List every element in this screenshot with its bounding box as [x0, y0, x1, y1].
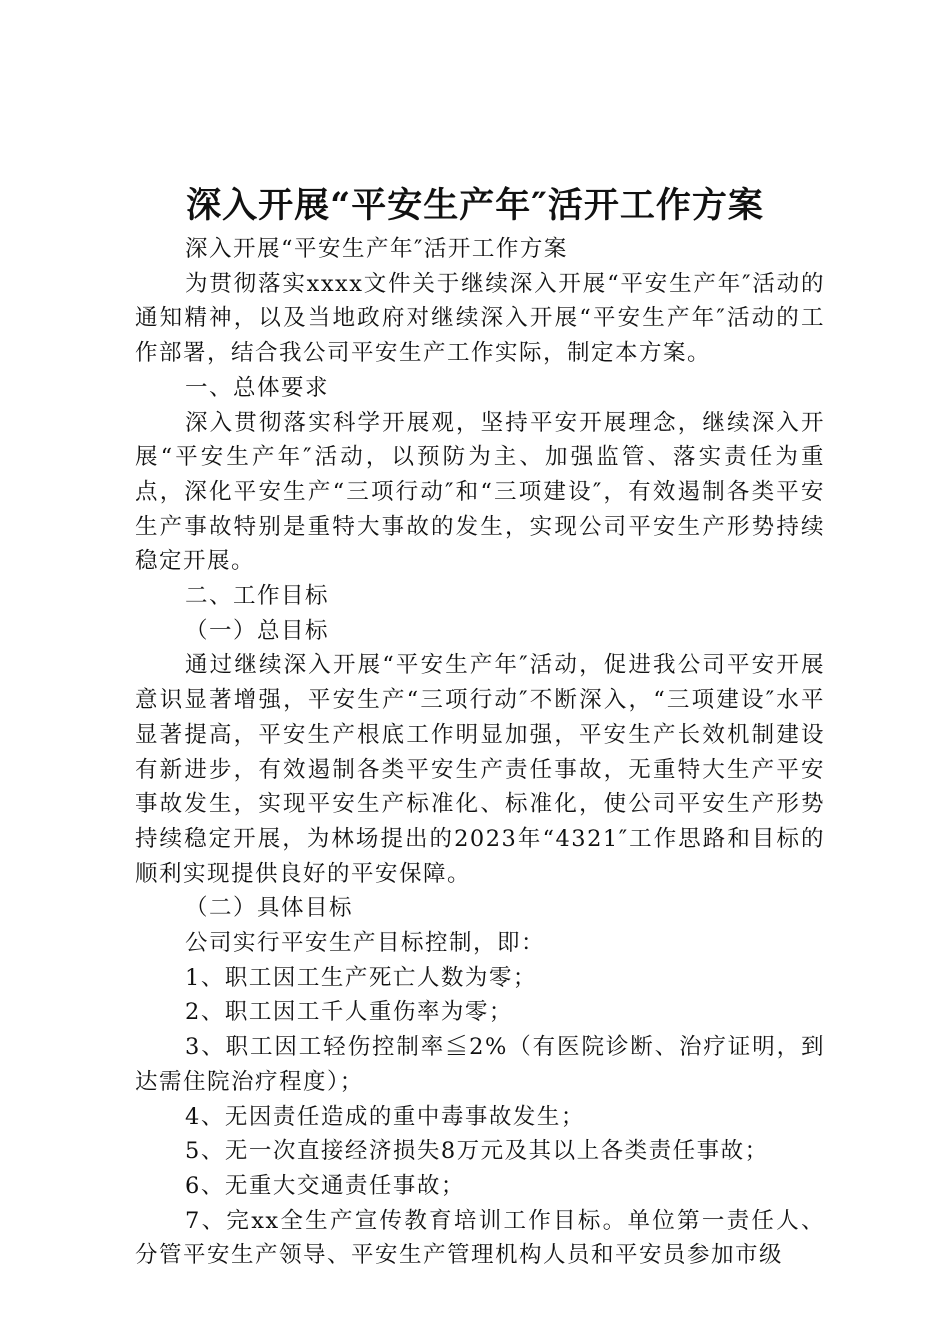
paragraph-general-requirements: 深入贯彻落实科学开展观，坚持平安开展理念，继续深入开展“平安生产年″活动，以预防为主、加强监管、落实责任为重点，深化平安生产“三项行动″和“三项建设″，有效遏制各类平安生产事故特别是重特大事故的发生，实现公司平安生产形势持续稳定开展。 [135, 409, 825, 575]
paragraph-intro: 为贯彻落实xxxx文件关于继续深入开展“平安生产年″活动的通知精神，以及当地政府对继续深入开展“平安生产年″活动的工作部署，结合我公司平安生产工作实际，制定本方案。 [135, 270, 825, 367]
document-body [135, 232, 825, 1273]
list-item-goal-3: 3、职工因工轻伤控制率≦2%（有医院诊断、治疗证明，到达需住院治疗程度）； [135, 1034, 825, 1095]
list-item-goal-1: 1、职工因工生产死亡人数为零； [185, 964, 537, 991]
subheading-overall-goal: （一）总目标 [185, 617, 330, 644]
list-item-goal-4: 4、无因责任造成的重中毒事故发生； [185, 1103, 585, 1130]
paragraph-goal-control: 公司实行平安生产目标控制，即： [185, 930, 546, 957]
paragraph-repeated-title: 深入开展“平安生产年″活开工作方案 [185, 236, 568, 262]
heading-general-requirements: 一、总体要求 [185, 374, 330, 401]
heading-work-goals: 二、工作目标 [185, 583, 330, 610]
list-item-goal-6: 6、无重大交通责任事故； [185, 1172, 465, 1199]
list-item-goal-7: 7、完xx全生产宣传教育培训工作目标。单位第一责任人、分管平安生产领导、平安生产管理机构人员和平安员参加市级 [135, 1207, 825, 1269]
document-title: 深入开展“平安生产年″活开工作方案 [186, 185, 764, 226]
subheading-specific-goals: （二）具体目标 [185, 895, 354, 922]
list-item-goal-5: 5、无一次直接经济损失8万元及其以上各类责任事故； [185, 1138, 769, 1165]
paragraph-overall-goal: 通过继续深入开展“平安生产年″活动，促进我公司平安开展意识显著增强，平安生产“三项行动″不断深入，“三项建设″水平显著提高，平安生产根底工作明显加强，平安生产长效机制建设有新进步，有效遏制各类平安生产责任事故，无重特大生产平安事故发生，实现平安生产标准化、标准化，使公司平安生产形势持续稳定开展，为林场提出的2023年“4321″工作思路和目标的顺利实现提供良好的平安保障。 [135, 652, 825, 887]
list-item-goal-2: 2、职工因工千人重伤率为零； [185, 999, 513, 1026]
